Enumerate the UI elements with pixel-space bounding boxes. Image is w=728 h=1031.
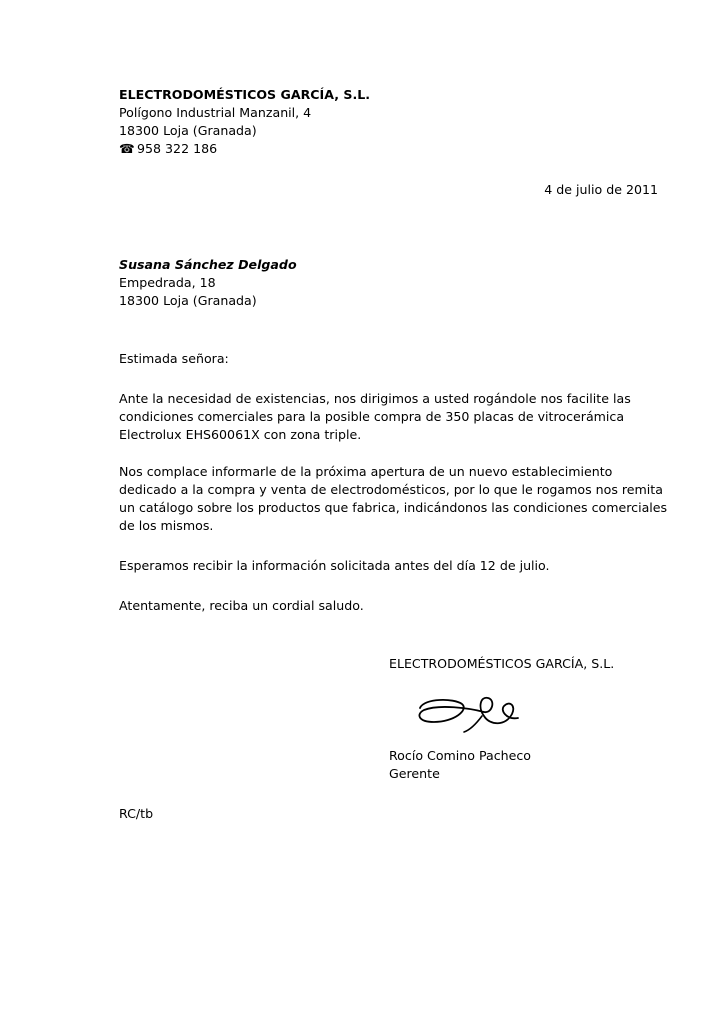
recipient-address: Empedrada, 18 xyxy=(119,275,216,290)
paragraph-line: Electrolux EHS60061X con zona triple. xyxy=(119,427,362,442)
closing-line: Atentamente, reciba un cordial saludo. xyxy=(119,598,364,613)
signatory-title: Gerente xyxy=(389,766,440,781)
paragraph-line: de los mismos. xyxy=(119,518,214,533)
recipient-block xyxy=(119,256,664,310)
sender-phone-line xyxy=(119,140,664,158)
salutation: Estimada señora: xyxy=(119,351,229,366)
paragraph-line: Nos complace informarle de la próxima apertura de un nuevo establecimiento xyxy=(119,464,613,479)
body-paragraph-3: Esperamos recibir la información solicitada antes del día 12 de julio. xyxy=(119,558,550,573)
body-paragraph-2 xyxy=(119,463,668,535)
sender-address: Polígono Industrial Manzanil, 4 xyxy=(119,105,312,120)
paragraph-line: un catálogo sobre los productos que fabrica, indicándonos las condiciones comerciales xyxy=(119,500,668,515)
handwritten-signature xyxy=(414,690,526,735)
sender-phone: 958 322 186 xyxy=(137,141,218,156)
paragraph-line: condiciones comerciales para la posible compra de 350 placas de vitrocerámica xyxy=(119,409,625,424)
body-paragraph-1 xyxy=(119,390,664,444)
sender-city: 18300 Loja (Granada) xyxy=(119,123,257,138)
paragraph-line: Ante la necesidad de existencias, nos dirigimos a usted rogándole nos facilite las xyxy=(119,391,631,406)
letter-date: 4 de julio de 2011 xyxy=(544,182,658,197)
sender-block xyxy=(119,86,664,158)
signature-company: ELECTRODOMÉSTICOS GARCÍA, S.L. xyxy=(389,656,615,671)
signatory-block xyxy=(389,747,531,783)
recipient-city: 18300 Loja (Granada) xyxy=(119,293,257,308)
reference-initials: RC/tb xyxy=(119,806,154,821)
phone-icon: ☎ xyxy=(119,141,135,156)
signatory-name: Rocío Comino Pacheco xyxy=(389,748,532,763)
paragraph-line: dedicado a la compra y venta de electrodomésticos, por lo que le rogamos nos remita xyxy=(119,482,663,497)
recipient-name: Susana Sánchez Delgado xyxy=(119,257,297,272)
sender-company: ELECTRODOMÉSTICOS GARCÍA, S.L. xyxy=(119,87,371,102)
